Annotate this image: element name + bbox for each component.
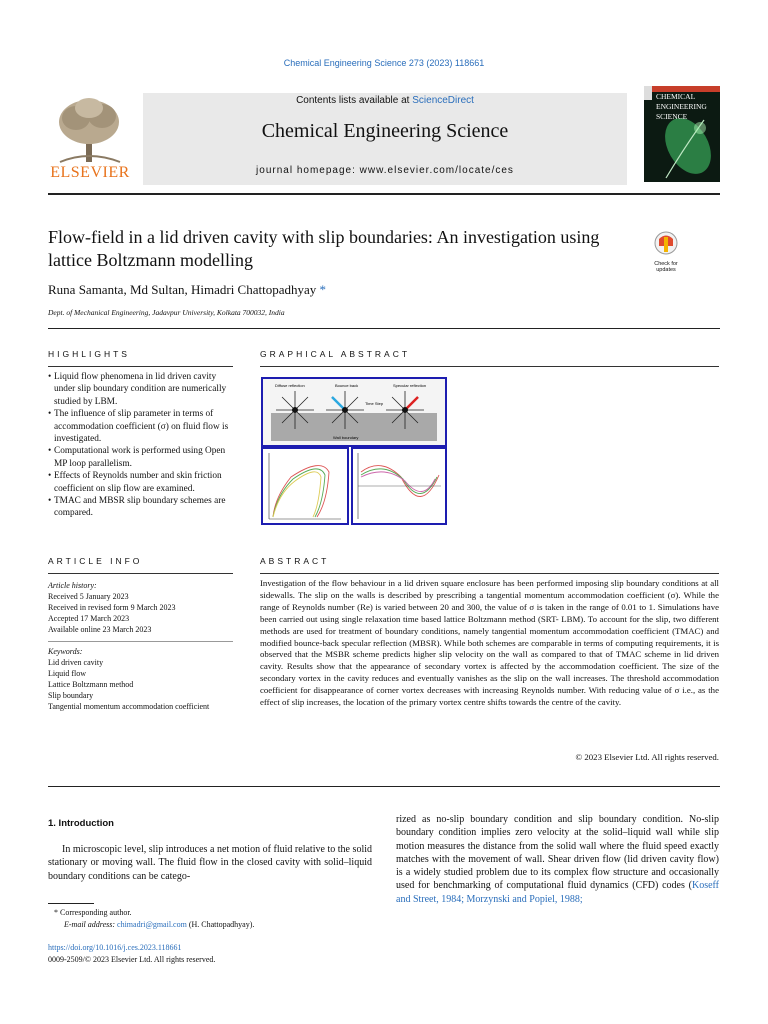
title-divider <box>48 328 720 329</box>
intro-col2-text: rized as no-slip boundary condition and slip boundary condition. No-slip boundary condition implies zero velocity at the solid–liquid wall while slip motion measures the distance from the solid wall where the fluid speed exactly matches with the movement of wall. Shear driven flow (lid driven cavity flow) is a widely studied problem due to its complex flow structure and occasionally used for benchmarking of computational fluid dynamics (CFD) codes ( <box>396 814 719 892</box>
keywords-label: Keywords: <box>48 647 83 656</box>
elsevier-wordmark: ELSEVIER <box>50 164 130 181</box>
history-item: Received 5 January 2023 <box>48 592 129 601</box>
front-matter-divider <box>48 786 720 787</box>
introduction-paragraph-col1: In microscopic level, slip introduces a net motion of fluid relative to the solid stationary or moving wall. The fluid flow in the closed cavity with solid–liquid boundary conditions can be catego- <box>48 844 372 882</box>
crossmark-icon <box>647 230 685 256</box>
article-info-rule <box>48 573 233 574</box>
history-item: Available online 23 March 2023 <box>48 625 152 634</box>
article-info-separator <box>48 641 233 642</box>
corresponding-author-note: * Corresponding author. <box>54 908 132 917</box>
doi-link[interactable]: https://doi.org/10.1016/j.ces.2023.118661 <box>48 943 182 952</box>
contents-prefix: Contents lists available at <box>296 95 413 106</box>
footnote-rule <box>48 903 94 904</box>
article-info-block <box>48 580 248 712</box>
footnote <box>48 907 254 931</box>
article-title: Flow-field in a lid driven cavity with slip boundaries: An investigation using lattice Boltzmann modelling <box>48 227 600 270</box>
copyright-notice: © 2023 Elsevier Ltd. All rights reserved. <box>575 752 719 762</box>
keyword-item: Lattice Boltzmann method <box>48 680 134 689</box>
graphical-abstract-rule <box>260 366 719 367</box>
author-list <box>48 282 326 298</box>
contents-available-line <box>143 95 627 106</box>
citation-links[interactable]: Koseff and Street, 1984; Morzynski and Popiel, 1988; <box>396 880 719 905</box>
issn-line: 0009-2509/© 2023 Elsevier Ltd. All rights reserved. <box>48 955 216 964</box>
section-heading-introduction: 1. Introduction <box>48 818 114 829</box>
cover-title: CHEMICAL ENGINEERING SCIENCE <box>656 92 707 121</box>
sciencedirect-link[interactable]: ScienceDirect <box>412 95 474 106</box>
highlight-item: • Effects of Reynolds number and skin friction coefficient on slip flow are examined. <box>48 470 233 495</box>
ga-label-wall: Wall boundary <box>333 435 359 440</box>
graphical-abstract-heading: GRAPHICAL ABSTRACT <box>260 349 411 359</box>
abstract-text: Investigation of the flow behaviour in a lid driven square enclosure has been performed imposing slip boundary conditions at all sidewalls. The slip on the walls is described by prescribing a tangential momentum accommodation coefficient (σ). While the range of Reynolds number (Re) is varied between 20 and 300, the value of σ is taken in the range of 0.01 to 1. Simulations have been carried out using single relaxation time based lattice Boltzmann method (SRT- LBM). To account for the slip, two different methods are used for treatment of boundary conditions, namely tangential momentum accommodation coefficient (TMAC) and modified bounce-back specular reflection (MBSR). While both schemes are comparable in terms of computing requirements, it is observed that the MSBR scheme predicts higher slip velocity on the wall as compared to that of TMAC scheme in lid driven cavity. Results show that the appearance of secondary vortex is affected by the accommodation coefficient. The size of the secondary vortex in the cavity reduces and eventually vanishes as the slip on the wall increases. The threshold accommodation coefficient for disappearance of corner vortex decreases with increasing Reynolds number. With reducing value of σ i.e., as the effect of slip increases, the location of the primary vortex centre shifts towards the centre of the cavity. <box>260 578 719 708</box>
keyword-item: Liquid flow <box>48 669 86 678</box>
highlights-list <box>48 371 233 520</box>
authors-names: Runa Samanta, Md Sultan, Himadri Chattopadhyay <box>48 282 317 297</box>
ga-label-timestep: Time Step <box>365 401 384 406</box>
highlight-item: • Liquid flow phenomena in lid driven cavity under slip boundary condition are numerically studied by LBM. <box>48 371 233 408</box>
ga-label-bounce: Bounce back <box>335 383 359 388</box>
keyword-item: Tangential momentum accommodation coefficient <box>48 702 210 711</box>
journal-homepage-link[interactable]: journal homepage: www.elsevier.com/locate/ces <box>256 165 514 176</box>
corresponding-author-mark[interactable]: * <box>319 282 327 297</box>
email-suffix: (H. Chattopadhyay). <box>186 920 255 929</box>
ga-label-specular: Specular reflection <box>393 383 427 388</box>
highlights-rule <box>48 366 233 367</box>
highlights-heading: HIGHLIGHTS <box>48 349 130 359</box>
abstract-rule <box>260 573 719 574</box>
journal-reference-link[interactable]: Chemical Engineering Science 273 (2023) 118661 <box>283 58 485 68</box>
email-label: E-mail address: <box>64 920 118 929</box>
graphical-abstract-image <box>261 377 447 525</box>
keyword-item: Slip boundary <box>48 691 94 700</box>
check-for-updates-badge[interactable] <box>647 230 685 273</box>
email-link[interactable]: chimadri@gmail.com <box>117 920 187 929</box>
doi-block <box>48 942 215 966</box>
journal-name: Chemical Engineering Science <box>261 120 509 142</box>
highlight-item: • Computational work is performed using Open MP loop parallelism. <box>48 445 233 470</box>
history-item: Accepted 17 March 2023 <box>48 614 130 623</box>
introduction-paragraph-col2 <box>396 813 719 906</box>
masthead-divider <box>48 193 720 195</box>
elsevier-logo <box>48 92 132 184</box>
article-info-heading: ARTICLE INFO <box>48 556 143 566</box>
keyword-item: Lid driven cavity <box>48 658 104 667</box>
abstract-heading: ABSTRACT <box>260 556 330 566</box>
journal-cover-image <box>644 86 720 182</box>
article-history-label: Article history: <box>48 581 97 590</box>
ga-label-diffuse: Diffuse reflection <box>275 383 305 388</box>
highlight-item: • TMAC and MBSR slip boundary schemes are compared. <box>48 495 233 520</box>
history-item: Received in revised form 9 March 2023 <box>48 603 176 612</box>
highlight-item: • The influence of slip parameter in terms of accommodation coefficient (σ) on fluid flow is investigated. <box>48 408 233 445</box>
affiliation: Dept. of Mechanical Engineering, Jadavpur University, Kolkata 700032, India <box>48 308 285 317</box>
crossmark-label: Check for updates <box>654 261 678 273</box>
